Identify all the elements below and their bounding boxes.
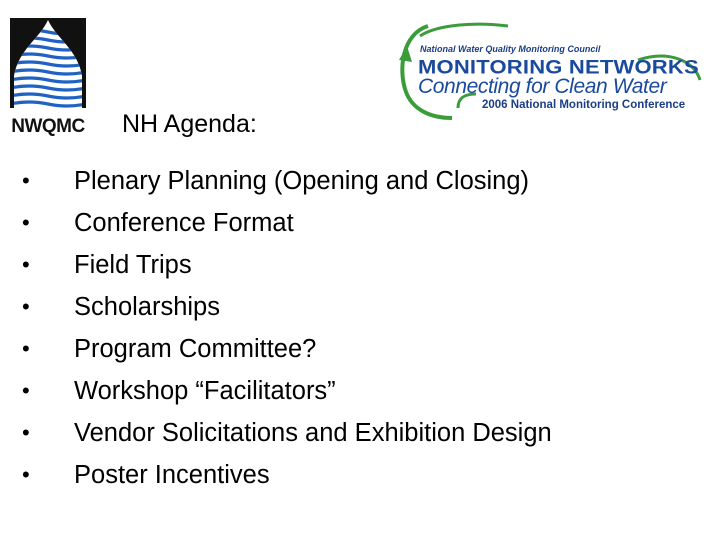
list-item-text: Conference Format <box>74 209 294 237</box>
bullet-icon: • <box>22 210 30 235</box>
list-item-text: Field Trips <box>74 251 192 279</box>
list-item <box>0 160 720 202</box>
bullet-icon: • <box>22 462 30 487</box>
list-item <box>0 286 720 328</box>
nwqmc-wordmark: NWQMC <box>11 116 85 137</box>
list-item-text: Workshop “Facilitators” <box>74 377 336 405</box>
conference-logo <box>398 20 704 120</box>
page-title: NH Agenda: <box>122 110 257 138</box>
bullet-icon: • <box>22 252 30 277</box>
bullet-icon: • <box>22 294 30 319</box>
council-name: National Water Quality Monitoring Council <box>420 44 601 54</box>
nwqmc-logo <box>8 18 88 136</box>
list-item-text: Plenary Planning (Opening and Closing) <box>74 167 530 195</box>
list-item <box>0 244 720 286</box>
list-item <box>0 202 720 244</box>
list-item-text: Scholarships <box>74 293 220 321</box>
list-item <box>0 370 720 412</box>
list-item-text: Vendor Solicitations and Exhibition Design <box>74 419 552 447</box>
list-item <box>0 412 720 454</box>
conference-event: 2006 National Monitoring Conference <box>482 99 686 111</box>
list-item <box>0 454 720 496</box>
water-drop-icon <box>10 18 86 108</box>
list-item <box>0 328 720 370</box>
conference-tagline: Connecting for Clean Water <box>418 75 667 98</box>
bullet-icon: • <box>22 378 30 403</box>
bullet-icon: • <box>22 420 30 445</box>
agenda-list <box>0 160 720 496</box>
conference-title: MONITORING NETWORKS <box>418 55 699 78</box>
list-item-text: Poster Incentives <box>74 461 270 489</box>
bullet-icon: • <box>22 168 30 193</box>
list-item-text: Program Committee? <box>74 335 317 363</box>
bullet-icon: • <box>22 336 30 361</box>
